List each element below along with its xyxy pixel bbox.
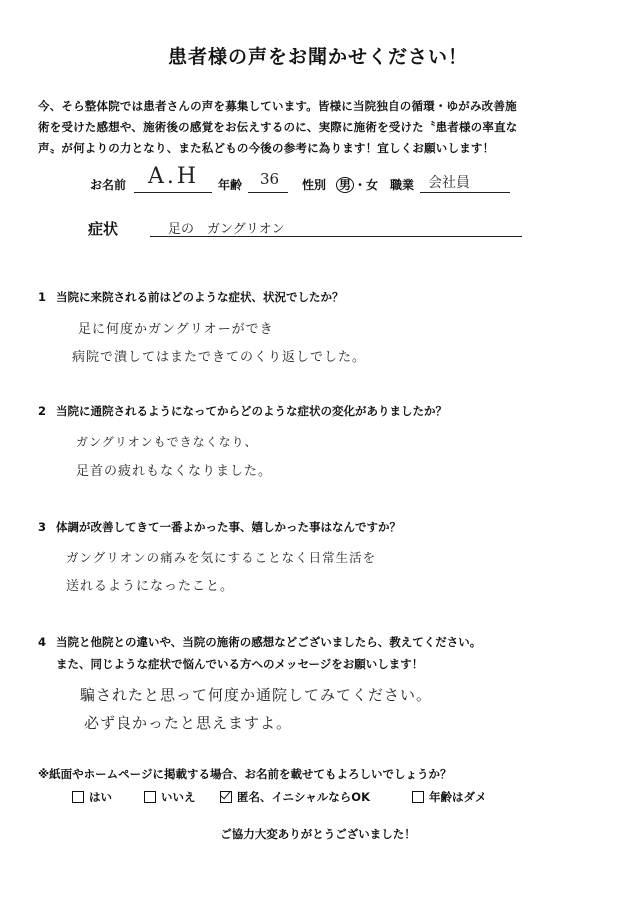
age-underline [248, 192, 288, 193]
intro-line: 今、そら整体院では患者さんの声を募集しています。皆様に当院独自の循環・ゆがみ改善施 [38, 99, 517, 113]
option-label: 匿名、イニシャルならOK [237, 790, 370, 804]
answer-1-line-1: 足に何度かガングリオーができ [78, 322, 274, 337]
question-4 [38, 634, 481, 650]
option-label: はい [89, 790, 112, 804]
question-number: 4 [38, 635, 47, 649]
sex-label: 性別 [302, 178, 327, 192]
intro-line: 術を受けた感想や、施術後の感覚をお伝えするのに、実際に施術を受けた〝患者様の率直な [38, 120, 518, 134]
question-2 [38, 403, 447, 419]
symptom-label: 症状 [88, 220, 119, 238]
symptom-value: 足の ガングリオン [168, 222, 285, 237]
consent-options [72, 789, 612, 809]
option-label: いいえ [161, 790, 196, 804]
answer-3-line-2: 送れるようになったこと。 [66, 579, 235, 594]
name-label: お名前 [90, 178, 127, 192]
sex-male-option: 男 [336, 177, 354, 193]
age-value: 36 [260, 170, 280, 188]
question-4-line-2: また、同じような症状で悩んでいる方へのメッセージをお願いします！ [56, 657, 424, 671]
option-no-age[interactable] [412, 789, 487, 805]
name-value: A.H [148, 164, 200, 189]
question-number: 3 [38, 520, 47, 534]
option-anonymous[interactable] [220, 789, 370, 805]
question-3 [38, 519, 401, 535]
name-underline [134, 192, 212, 193]
job-label: 職業 [390, 178, 415, 192]
answer-2-line-1: ガングリオンもできなくなり、 [76, 435, 258, 449]
question-1 [38, 289, 344, 305]
checkbox-no-age[interactable] [412, 791, 424, 803]
form-title: 患者様の声をお聞かせください！ [167, 46, 468, 68]
question-number: 2 [38, 404, 47, 418]
checkbox-yes[interactable] [72, 791, 84, 803]
job-underline [420, 192, 510, 193]
question-text: 当院と他院との違いや、当院の施術の感想などございましたら、教えてください。 [56, 635, 482, 649]
option-label: 年齢はダメ [429, 790, 487, 804]
age-label: 年齢 [218, 178, 243, 192]
intro-line: 声〟が何よりの力となり、また私どもの今後の参考に為ります！宜しくお願いします！ [38, 141, 495, 155]
profile-fields [90, 166, 510, 194]
consent-question: ※紙面やホームページに掲載する場合、お名前を載せてもよろしいでしょうか？ [38, 767, 452, 781]
symptom-underline [150, 236, 522, 237]
job-value: 会社員 [428, 175, 470, 191]
option-yes[interactable] [72, 789, 112, 805]
sex-separator: ・ [354, 178, 367, 192]
answer-1-line-2: 病院で潰してはまたできてのくり返しでした。 [72, 350, 367, 365]
answer-4-line-1: 騙されたと思って何度か通院してみてください。 [80, 686, 433, 704]
checkbox-no[interactable] [144, 791, 156, 803]
answer-2-line-2: 足首の疲れもなくなりました。 [76, 464, 273, 479]
question-text: 体調が改善してきて一番よかった事、嬉しかった事はなんですか？ [56, 520, 401, 534]
question-number: 1 [38, 290, 47, 304]
question-text: 当院に来院される前はどのような症状、状況でしたか？ [56, 290, 344, 304]
sex-options [336, 176, 378, 193]
checkbox-anonymous-checked[interactable] [220, 791, 232, 803]
intro-text [38, 96, 598, 159]
thanks-message: ご協力大変ありがとうございました！ [220, 827, 416, 841]
answer-3-line-1: ガングリオンの痛みを気にすることなく日常生活を [66, 550, 377, 565]
question-text: 当院に通院されるようになってからどのような症状の変化がありましたか？ [56, 404, 447, 418]
answer-4-line-2: 必ず良かったと思えますよ。 [84, 714, 293, 732]
option-no[interactable] [144, 789, 196, 805]
sex-female-option: 女 [366, 178, 379, 192]
